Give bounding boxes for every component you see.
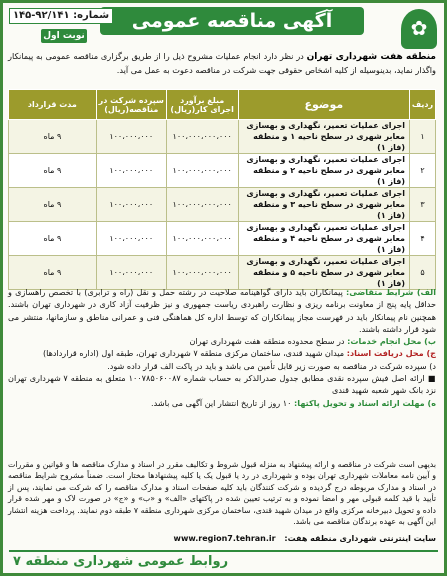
row-number: ۴ bbox=[410, 222, 436, 256]
website-label: سایت اینترنتی شهرداری منطقه هفت: bbox=[284, 534, 436, 543]
header-estimate: مبلغ برآورد اجرای کار(ریال) bbox=[166, 90, 238, 120]
condition-e-label: ه) مهلت ارائه اسناد و تحویل پاکتها: bbox=[294, 397, 436, 408]
condition-c-text: میدان شهید قندی، ساختمان مرکزی منطقه ۷ شهرداری تهران، طبقه اول (اداره قراردادها) bbox=[42, 348, 347, 359]
row-deposit: ۱۰۰،۰۰۰،۰۰۰ bbox=[96, 188, 166, 222]
table-row bbox=[9, 154, 436, 188]
footer bbox=[9, 550, 438, 570]
row-title: اجرای عملیات تعمیر، نگهداری و بهسازی معابر شهری در سطح ناحیه ۲ و منطقه (فاز ۱) bbox=[238, 154, 409, 188]
condition-a-text: پیمانکاران باید دارای گواهینامه صلاحیت در رشته حمل و نقل (راه و ترابری) با تخصص راهسازی و حداقل پایه پنج از معاونت برنامه ریزی و نظارت راهبردی ریاست جمهوری و نیز ظرفیت آزاد کاری در شهرداری تهران باشند. همچنین نام پیمانکار باید در فهرست مجاز پیمانکاران که توسط اداره کل هماهنگی فنی و عمرانی مناطق و سازمانها، منتشر می شود قرار داشته باشند. bbox=[8, 287, 436, 334]
row-estimate: ۱۰۰،۰۰۰،۰۰۰،۰۰۰ bbox=[166, 120, 238, 154]
row-title: اجرای عملیات تعمیر، نگهداری و بهسازی معابر شهری در سطح ناحیه ۵ و منطقه (فاز ۱) bbox=[238, 256, 409, 290]
condition-b bbox=[8, 335, 436, 347]
row-title: اجرای عملیات تعمیر، نگهداری و بهسازی معابر شهری در سطح ناحیه ۳ و منطقه (فاز ۱) bbox=[238, 188, 409, 222]
table-row bbox=[9, 120, 436, 154]
row-number: ۲ bbox=[410, 154, 436, 188]
row-number: ۱ bbox=[410, 120, 436, 154]
website-link[interactable]: www.region7.tehran.ir bbox=[173, 534, 276, 543]
condition-a-label: الف) شرایط متقاضی: bbox=[346, 287, 436, 297]
row-estimate: ۱۰۰،۰۰۰،۰۰۰،۰۰۰ bbox=[166, 222, 238, 256]
row-deposit: ۱۰۰،۰۰۰،۰۰۰ bbox=[96, 120, 166, 154]
table-row bbox=[9, 188, 436, 222]
conditions-section bbox=[8, 286, 436, 409]
row-deposit: ۱۰۰،۰۰۰،۰۰۰ bbox=[96, 154, 166, 188]
table-header-row bbox=[9, 90, 436, 120]
row-duration: ۹ ماه bbox=[9, 256, 97, 290]
row-number: ۳ bbox=[410, 188, 436, 222]
header-title: موضوع bbox=[238, 90, 409, 120]
table-row bbox=[9, 222, 436, 256]
row-estimate: ۱۰۰،۰۰۰،۰۰۰،۰۰۰ bbox=[166, 188, 238, 222]
website-line bbox=[8, 534, 436, 543]
municipality-logo-icon: ✿ bbox=[401, 9, 437, 49]
row-title: اجرای عملیات تعمیر، نگهداری و بهسازی معابر شهری در سطح ناحیه ۱ و منطقه (فاز ۱) bbox=[238, 120, 409, 154]
condition-d: د) سپرده شرکت در مناقصه به صورت زیر قابل تأمین می باشد و باید در پاکت الف قرار داده شود. bbox=[107, 360, 436, 371]
row-deposit: ۱۰۰،۰۰۰،۰۰۰ bbox=[96, 256, 166, 290]
row-estimate: ۱۰۰،۰۰۰،۰۰۰،۰۰۰ bbox=[166, 154, 238, 188]
intro-text: در نظر دارد انجام عملیات مشروح ذیل را از طریق برگزاری مناقصه عمومی به پیمانکار واگذار نماید، بدینوسیله از کلیه اشخاص حقوقی جهت شرکت در مناقصه دعوت به عمل می آید. bbox=[8, 51, 436, 75]
table-row bbox=[9, 256, 436, 290]
row-duration: ۹ ماه bbox=[9, 154, 97, 188]
condition-b-label: ب) محل انجام خدمات: bbox=[347, 336, 436, 347]
notice-number: شماره: ۹۲/۱۴۱-۱۴۵ bbox=[9, 8, 113, 24]
header-row-number: ردیف bbox=[410, 90, 436, 120]
row-duration: ۹ ماه bbox=[9, 222, 97, 256]
condition-c-label: ج) محل دریافت اسناد: bbox=[346, 348, 436, 359]
condition-b-text: در سطح محدوده منطقه هفت شهرداری تهران bbox=[189, 336, 348, 347]
intro-bold: منطقه هفت شهرداری تهران bbox=[306, 52, 436, 62]
condition-a bbox=[8, 286, 436, 335]
row-deposit: ۱۰۰،۰۰۰،۰۰۰ bbox=[96, 222, 166, 256]
row-number: ۵ bbox=[410, 256, 436, 290]
header bbox=[6, 5, 441, 45]
condition-d-item: ■ ارائه اصل فیش سپرده نقدی مطابق جدول صدرالذکر به حساب شماره ۱۰۰۷۸۵۰۶۰۰۸۷ متعلق به منطقه ۷ شهرداری تهران نزد بانک شهر شعبه شهید قندی bbox=[8, 373, 436, 396]
row-duration: ۹ ماه bbox=[9, 120, 97, 154]
condition-c bbox=[8, 347, 436, 359]
footer-text: روابط عمومی شهرداری منطقه ۷ bbox=[13, 554, 229, 569]
row-title: اجرای عملیات تعمیر، نگهداری و بهسازی معابر شهری در سطح ناحیه ۴ و منطقه (فاز ۱) bbox=[238, 222, 409, 256]
page-title: آگهی مناقصه عمومی bbox=[100, 7, 364, 35]
round-badge: نوبت اول bbox=[41, 29, 87, 43]
condition-e bbox=[8, 397, 436, 409]
condition-e-text: ۱۰ روز از تاریخ انتشار این آگهی می باشد. bbox=[151, 397, 295, 408]
row-estimate: ۱۰۰،۰۰۰،۰۰۰،۰۰۰ bbox=[166, 256, 238, 290]
tender-table bbox=[8, 89, 436, 290]
header-deposit: سپرده شرکت در مناقصه(ریال) bbox=[96, 90, 166, 120]
header-duration: مدت قرارداد bbox=[9, 90, 97, 120]
row-duration: ۹ ماه bbox=[9, 188, 97, 222]
intro-paragraph bbox=[8, 50, 436, 77]
notes-paragraph: بدیهی است شرکت در مناقصه و ارائه پیشنهاد به منزله قبول شروط و تکالیف مقرر در اسناد و مدارک مناقصه ها و قوانین و مقررات و آیین نامه معاملات شهرداری تهران بوده و شهرداری در رد یا قبول یک یا کلیه پیشنهادها مختار است. ضمناً مشروح شرایط مناقصه در اسناد و مدارک مربوطه درج گردیده و شرکت کنندگان باید کلیه صفحات اسناد و مدارک مناقصه را که شرکت می نمایند، پس از تأیید با قید کلمه قبولی مهر و امضا نموده و به ترتیب تعیین شده در پاکتهای «الف» و «ب» و «ج» در صورت لاک و مهر شده قرار داده و تحویل دبیرخانه مرکزی واقع در میدان شهید قندی، ساختمان مرکزی شهرداری منطقه ۷ طبقه دوم نمایند. پرداخت هزینه انتشار این آگهی به عهده برندگان مناقصه می باشد. bbox=[8, 460, 436, 527]
